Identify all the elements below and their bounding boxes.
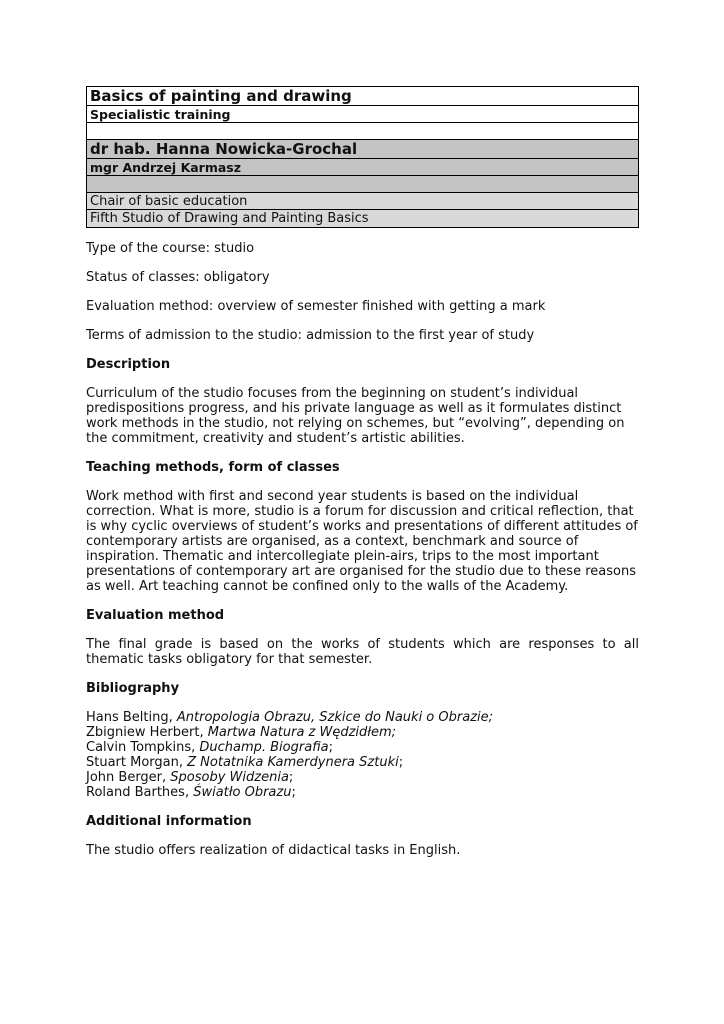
- bibliography-item: [86, 740, 639, 755]
- course-subtitle: Specialistic training: [87, 106, 638, 123]
- teaching-heading: Teaching methods, form of classes: [86, 460, 340, 475]
- bib-suffix: ;: [398, 755, 404, 770]
- document-page: [86, 86, 639, 858]
- evaluation-text: The final grade is based on the works of students which are responses to all thematic tasks obligatory for that semester.: [86, 637, 639, 667]
- evaluation-heading: Evaluation method: [86, 608, 225, 623]
- bibliography-item: [86, 785, 639, 800]
- bib-author: John Berger,: [86, 770, 171, 785]
- bib-author: Stuart Morgan,: [86, 755, 188, 770]
- course-admission: Terms of admission to the studio: admission to the first year of study: [86, 328, 535, 343]
- bibliography-item: [86, 725, 639, 740]
- bib-author: Hans Belting,: [86, 710, 177, 725]
- bib-author: Calvin Tompkins,: [86, 740, 200, 755]
- bib-author: Roland Barthes,: [86, 785, 194, 800]
- bib-suffix: ;: [291, 785, 296, 800]
- bibliography-list: [86, 710, 639, 800]
- bib-title: Antropologia Obrazu, Szkice do Nauki o Obrazie;: [176, 710, 494, 725]
- studio-name: Fifth Studio of Drawing and Painting Basics: [87, 210, 638, 227]
- bib-title: Światło Obrazu: [193, 785, 292, 800]
- bib-title: Z Notatnika Kamerdynera Sztuki: [187, 755, 399, 770]
- bib-suffix: ;: [328, 740, 333, 755]
- bib-title: Duchamp. Biografia: [199, 740, 329, 755]
- teaching-text: Work method with first and second year students is based on the individual correction. What is more, studio is a forum for discussion and critical reflection, that is why cyclic overviews of student’s works and presentations of different attitudes of contemporary artists are organised, as a context, benchmark and source of inspiration. Thematic and intercollegiate plein-airs, trips to the most important presentations of contemporary art are organised for the studio due to these reasons as well. Art teaching cannot be confined only to the walls of the Academy.: [86, 489, 638, 594]
- bibliography-heading: Bibliography: [86, 681, 180, 696]
- course-type: Type of the course: studio: [86, 241, 255, 256]
- description-text: Curriculum of the studio focuses from the beginning on student’s individual predispositions progress, and his private language as well as it formulates distinct work methods in the studio, not relying on schemes, but “evolving”, depending on the commitment, creativity and student’s artistic abilities.: [86, 386, 625, 446]
- additional-heading: Additional information: [86, 814, 252, 829]
- table-spacer-row: [87, 123, 638, 140]
- course-title: Basics of painting and drawing: [87, 87, 638, 106]
- lecturer-main: dr hab. Hanna Nowicka-Grochal: [87, 140, 638, 159]
- bibliography-item: [86, 770, 639, 785]
- additional-text: The studio offers realization of didactical tasks in English.: [86, 843, 461, 858]
- bib-author: Zbigniew Herbert,: [86, 725, 208, 740]
- lecturer-second: mgr Andrzej Karmasz: [87, 159, 638, 176]
- course-evaluation: Evaluation method: overview of semester finished with getting a mark: [86, 299, 546, 314]
- bib-title: Martwa Natura z Wędzidłem;: [207, 725, 397, 740]
- bibliography-item: [86, 710, 639, 725]
- course-status: Status of classes: obligatory: [86, 270, 270, 285]
- course-info-table: [86, 86, 639, 228]
- bibliography-item: [86, 755, 639, 770]
- description-heading: Description: [86, 357, 171, 372]
- chair-name: Chair of basic education: [87, 193, 638, 210]
- bib-suffix: ;: [288, 770, 294, 785]
- bib-title: Sposoby Widzenia: [170, 770, 289, 785]
- table-spacer-row: [87, 176, 638, 193]
